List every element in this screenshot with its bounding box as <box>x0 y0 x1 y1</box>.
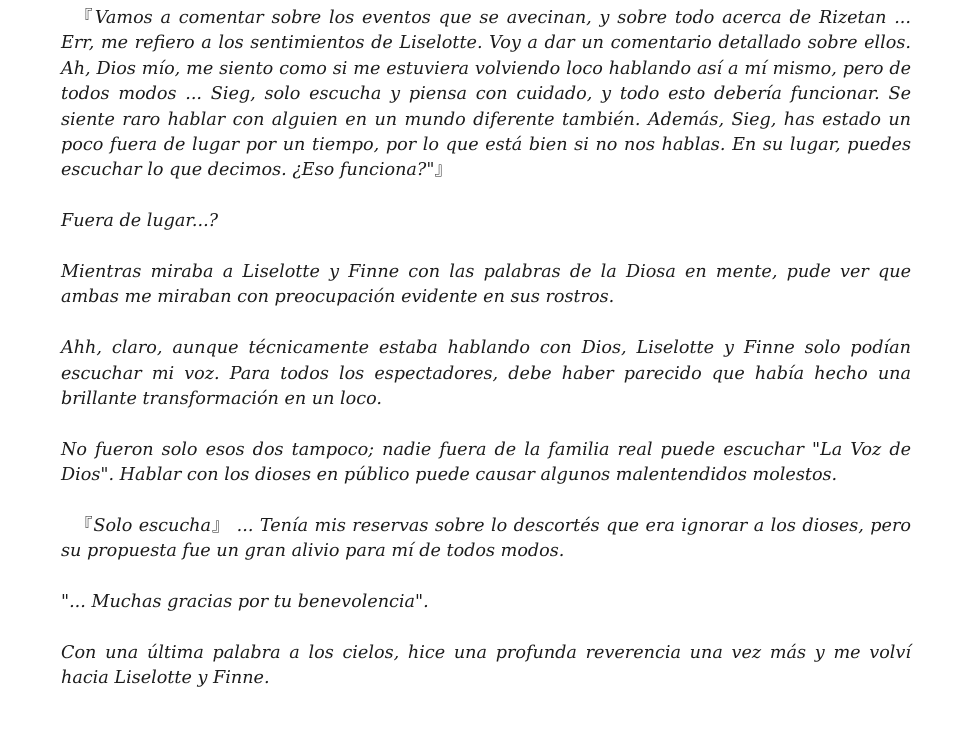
document-page <box>61 6 911 692</box>
paragraph-text: Fuera de lugar...? <box>61 211 219 232</box>
open-quote-mark: 『 <box>75 516 94 537</box>
paragraph-text: Ahh, claro, aunque técnicamente estaba hablando con Dios, Liselotte y Finne solo podían escuchar mi voz. Para todos los espectadores, debe haber parecido que había hecho una brillante transformación en un loco. <box>61 338 911 410</box>
paragraph-thanks <box>61 590 911 615</box>
paragraph-text: Con una última palabra a los cielos, hice una profunda reverencia una vez más y me volví hacia Liselotte y Finne. <box>61 643 911 689</box>
paragraph-text: ... Tenía mis reservas sobre lo descortés que era ignorar a los dioses, pero su propuesta fue un gran alivio para mí de todos modos. <box>61 516 911 562</box>
paragraph-talking-with-god <box>61 336 911 412</box>
paragraph-just-listen <box>61 514 911 565</box>
close-quote-mark: 』 <box>434 160 453 181</box>
paragraph-bow <box>61 641 911 692</box>
paragraph-text: No fueron solo esos dos tampoco; nadie fuera de la familia real puede escuchar "La Voz de Dios". Hablar con los dioses en público puede causar algunos malentendidos molestos. <box>61 439 911 486</box>
paragraph-voice-of-god <box>61 438 911 489</box>
close-quote-mark: 』 <box>211 516 231 537</box>
paragraph-text: Mientras miraba a Liselotte y Finne con las palabras de la Diosa en mente, pude ver que ambas me miraban con preocupación evidente en sus rostros. <box>61 262 911 308</box>
paragraph-looking-at-them <box>61 260 911 311</box>
paragraph-god-speech <box>61 6 911 184</box>
paragraph-text: "... Muchas gracias por tu benevolencia". <box>61 592 429 613</box>
quote-text: Solo escucha <box>93 516 212 537</box>
open-quote-mark: 『 <box>75 8 95 28</box>
paragraph-text: Vamos a comentar sobre los eventos que se avecinan, y sobre todo acerca de Rizetan ... Err, me refiero a los sentimientos de Liselotte. Voy a dar un comentario detallado sobre ellos. Ah, Dios mío, me siento como si me estuviera volviendo loco hablando así a mí mismo, pero de todos modos ... Sieg, solo escucha y piensa con cuidado, y todo esto debería funcionar. Se siente raro hablar con alguien en un mundo diferente también. Además, Sieg, has estado un poco fuera de lugar por un tiempo, por lo que está bien si no nos hablas. En su lugar, puedes escuchar lo que decimos. ¿Eso funciona?" <box>61 8 911 181</box>
paragraph-out-of-place <box>61 209 911 234</box>
